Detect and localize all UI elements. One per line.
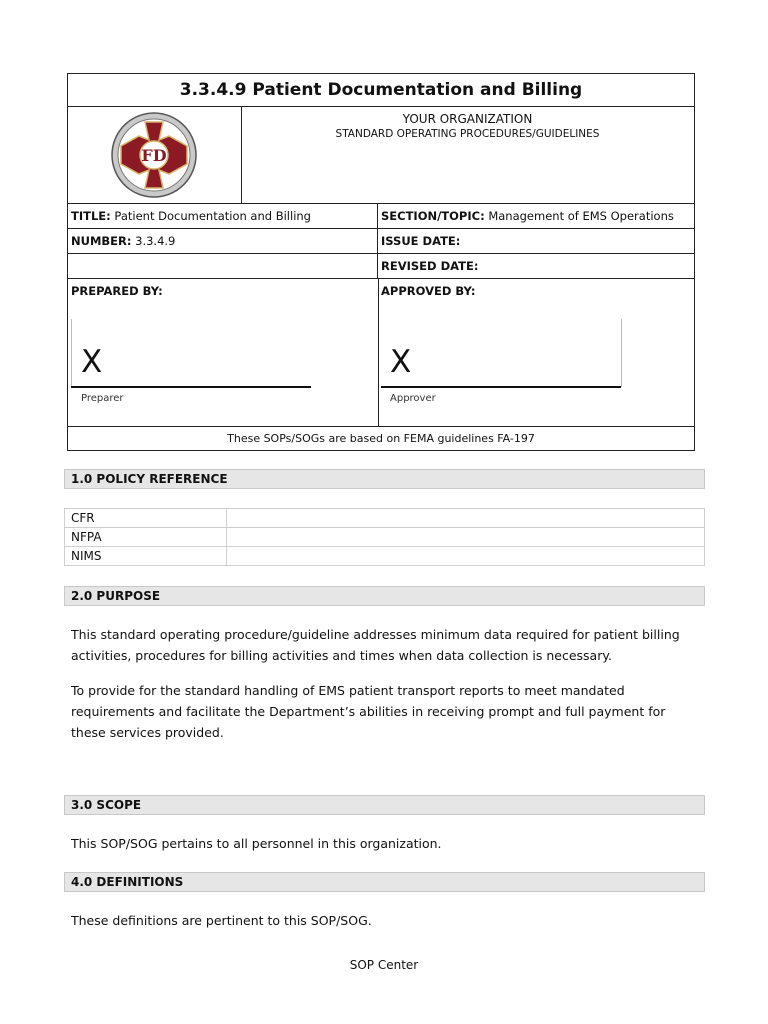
- purpose-paragraph-2: To provide for the standard handling of EMS patient transport reports to meet mandated requirements and facilitate the Department’s abilities in receiving prompt and full payment for these services provided.: [71, 683, 666, 740]
- preparer-caption: Preparer: [81, 393, 124, 404]
- purpose-heading: 2.0 PURPOSE: [64, 586, 705, 606]
- preparer-signature-line[interactable]: [71, 386, 311, 388]
- prepared-by-label: PREPARED BY:: [71, 284, 163, 298]
- number-label: NUMBER:: [71, 234, 132, 248]
- issue-date-label: ISSUE DATE:: [381, 234, 461, 248]
- signature-row: [68, 279, 694, 427]
- logo-cell: [68, 107, 242, 203]
- signature-box-edge: [621, 319, 622, 387]
- section-label: SECTION/TOPIC:: [381, 209, 485, 223]
- title-label: TITLE:: [71, 209, 111, 223]
- definitions-text: These definitions are pertinent to this SOP/SOG.: [71, 913, 372, 928]
- revised-row: [68, 254, 694, 279]
- preparer-cell: [68, 279, 379, 426]
- definitions-heading: 4.0 DEFINITIONS: [64, 872, 705, 892]
- page-footer: SOP Center: [349, 958, 419, 972]
- number-issue-row: [68, 229, 694, 254]
- approver-signature-mark: X: [390, 344, 412, 380]
- organization-subtitle: STANDARD OPERATING PROCEDURES/GUIDELINES: [335, 128, 600, 140]
- policy-value: [227, 547, 705, 566]
- policy-key: NFPA: [65, 528, 227, 547]
- empty-cell: [68, 254, 378, 278]
- revised-date-label: REVISED DATE:: [381, 259, 479, 273]
- policy-value: [227, 528, 705, 547]
- preparer-signature-mark: X: [81, 344, 103, 380]
- signature-box-edge: [71, 319, 72, 387]
- approver-cell: [378, 279, 694, 426]
- organization-name: YOUR ORGANIZATION: [402, 112, 533, 126]
- table-row: [65, 528, 705, 547]
- document-title: 3.3.4.9 Patient Documentation and Billing: [68, 74, 694, 107]
- approver-signature-line[interactable]: [381, 386, 621, 388]
- number-field: [68, 229, 378, 253]
- logo-text: FD: [141, 146, 167, 165]
- approver-caption: Approver: [390, 393, 436, 404]
- policy-reference-table: [64, 508, 705, 566]
- title-field: [68, 204, 378, 228]
- maltese-cross-fire-badge-icon: [109, 110, 199, 200]
- section-value: Management of EMS Operations: [488, 209, 674, 223]
- scope-heading: 3.0 SCOPE: [64, 795, 705, 815]
- organization-row: [68, 107, 694, 204]
- title-value: Patient Documentation and Billing: [114, 209, 311, 223]
- table-row: [65, 509, 705, 528]
- header-footnote: These SOPs/SOGs are based on FEMA guidelines FA-197: [227, 432, 535, 445]
- sop-header-table: [67, 73, 695, 451]
- policy-key: CFR: [65, 509, 227, 528]
- number-value: 3.3.4.9: [135, 234, 176, 248]
- scope-text: This SOP/SOG pertains to all personnel in this organization.: [71, 836, 442, 851]
- approved-by-label: APPROVED BY:: [381, 284, 476, 298]
- title-section-row: [68, 204, 694, 229]
- purpose-paragraph-1: This standard operating procedure/guideline addresses minimum data required for patient billing activities, procedures for billing activities and times when data collection is necessary.: [71, 627, 680, 663]
- policy-value: [227, 509, 705, 528]
- policy-reference-heading: 1.0 POLICY REFERENCE: [64, 469, 705, 489]
- table-row: [65, 547, 705, 566]
- section-field: [378, 204, 694, 228]
- policy-key: NIMS: [65, 547, 227, 566]
- organization-cell: [241, 107, 694, 140]
